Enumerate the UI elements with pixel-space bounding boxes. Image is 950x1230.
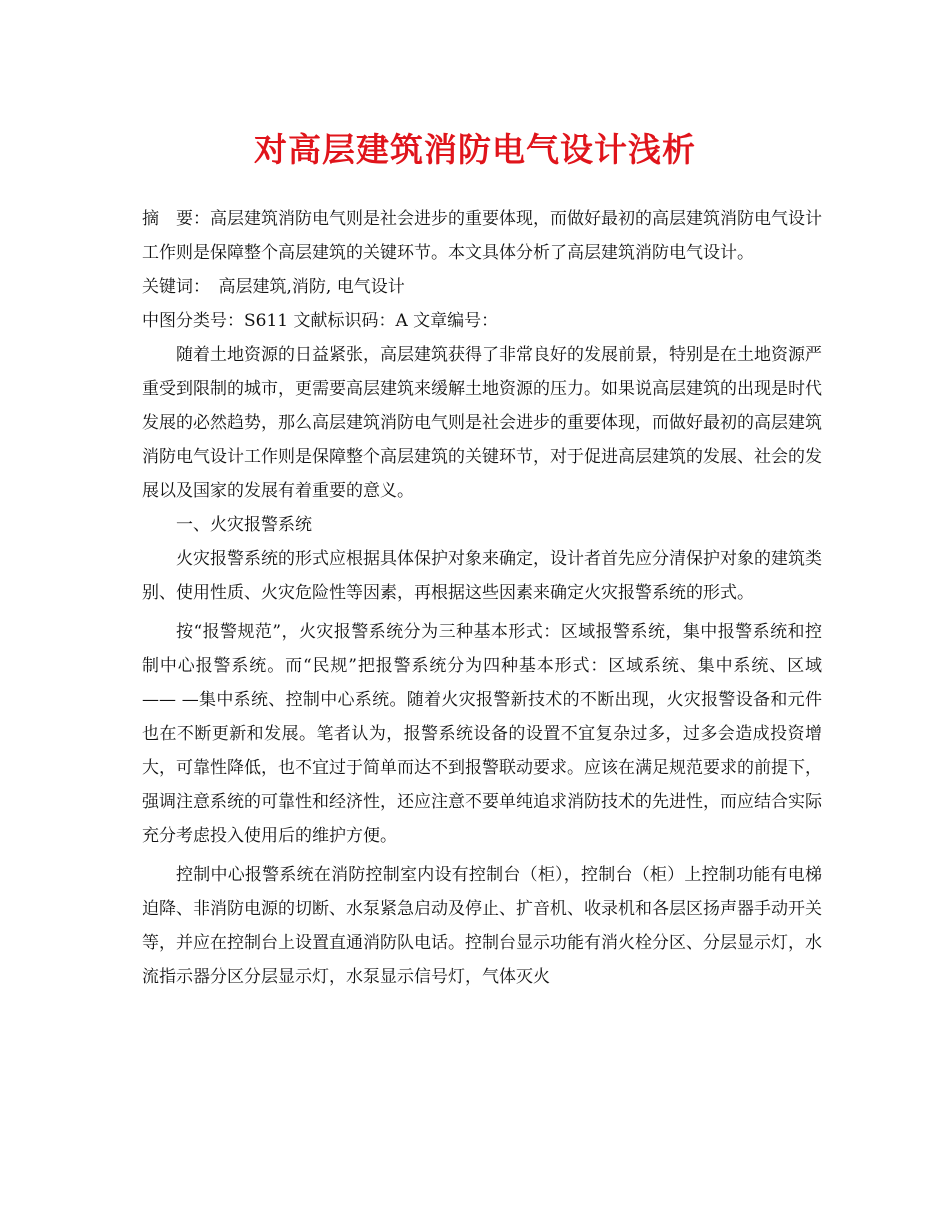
- body-paragraph: 火灾报警系统的形式应根据具体保护对象来确定，设计者首先应分清保护对象的建筑类别、使用性质、火灾危险性等因素，再根据这些因素来确定火灾报警系统的形式。: [142, 549, 822, 603]
- intro-paragraph: 随着土地资源的日益紧张，高层建筑获得了非常良好的发展前景，特别是在土地资源严重受到限制的城市，更需要高层建筑来缓解土地资源的压力。如果说高层建筑的出现是时代发展的必然趋势，那么高层建筑消防电气则是社会进步的重要体现，而做好最初的高层建筑消防电气设计工作则是保障整个高层建筑的关键环节，对于促进高层建筑的发展、社会的发展以及国家的发展有着重要的意义。: [142, 345, 822, 501]
- body-paragraph: 按“报警规范”，火灾报警系统分为三种基本形式：区域报警系统，集中报警系统和控制中心报警系统。而“民规”把报警系统分为四种基本形式：区域系统、集中系统、区域—— —集中系统、控制中心系统。随着火灾报警新技术的不断出现，火灾报警设备和元件也在不断更新和发展。笔者认为，报警系统设备的设置不宜复杂过多，过多会造成投资增大，可靠性降低，也不宜过于简单而达不到报警联动要求。应该在满足规范要求的前提下，强调注意系统的可靠性和经济性，还应注意不要单纯追求消防技术的先进性，而应结合实际充分考虑投入使用后的维护方便。: [142, 622, 822, 846]
- classification-line: 中图分类号：S611 文献标识码：A 文章编号：: [142, 311, 499, 331]
- section-heading-fire-alarm: 一、火灾报警系统: [176, 515, 312, 535]
- keywords-line: 关键词： 高层建筑,消防, 电气设计: [142, 277, 405, 297]
- document-title: 对高层建筑消防电气设计浅析: [254, 130, 696, 169]
- body-paragraph: 控制中心报警系统在消防控制室内设有控制台（柜），控制台（柜）上控制功能有电梯迫降、非消防电源的切断、水泵紧急启动及停止、扩音机、收录机和各层区扬声器手动开关等，并应在控制台上设置直通消防队电话。控制台显示功能有消火栓分区、分层显示灯，水流指示器分区分层显示灯，水泵显示信号灯，气体灭火: [142, 865, 822, 987]
- abstract-paragraph: 摘 要：高层建筑消防电气则是社会进步的重要体现，而做好最初的高层建筑消防电气设计工作则是保障整个高层建筑的关键环节。本文具体分析了高层建筑消防电气设计。: [142, 209, 822, 263]
- document-body: [142, 202, 822, 994]
